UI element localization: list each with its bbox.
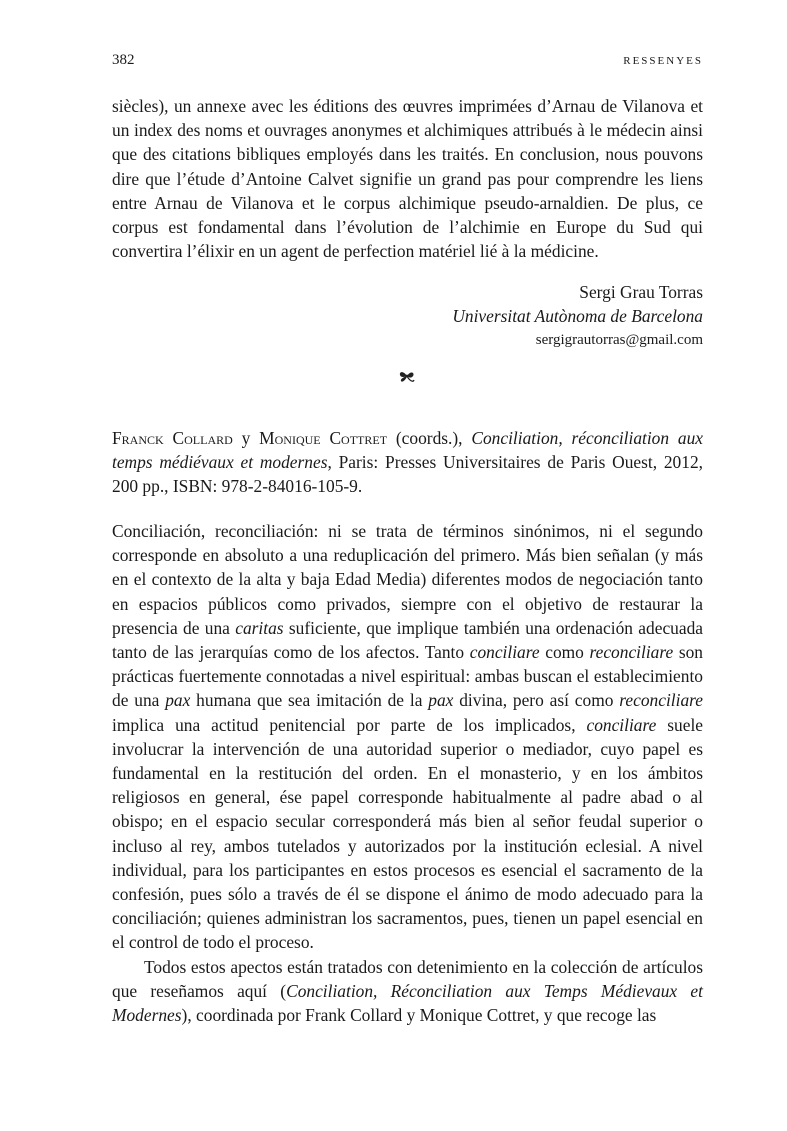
reviewer-affiliation: Universitat Autònoma de Barcelona [452, 306, 703, 326]
running-head [112, 52, 703, 72]
text-run: ), coordinada por Frank Collard y Monique Cottret, y que recoge las [181, 1005, 657, 1026]
text-run: divina, pero así como [453, 690, 620, 711]
italic-term: caritas [235, 617, 284, 638]
reviewer-email: sergigrautorras@gmail.com [535, 332, 703, 348]
page-number: 382 [112, 52, 135, 68]
book-title: Conciliation, réconciliation aux temps médiévaux et modernes [112, 428, 704, 473]
italic-term: reconciliare [589, 642, 674, 663]
text-run: Todos estos apectos están tratados con detenimiento en la colección de artículos que reseñamos aquí ( [112, 956, 703, 1001]
text-run: suficiente, que implique también una ordenación adecuada tanto de las jerarquías como de los afectos. Tanto [112, 617, 703, 663]
text-run: como [539, 642, 590, 663]
editor-name: Franck Collard [112, 428, 233, 448]
text-run: humana que sea imitación de la [190, 690, 429, 711]
text-run: implica una actitud penitencial por parte de los implicados, [112, 714, 587, 735]
previous-review-conclusion [112, 94, 703, 263]
paragraph: siècles), un annexe avec les éditions des œuvres imprimées d’Arnau de Vilanova et un index des noms et ouvrages anonymes et alchimiques attribués à le médecin ainsi que des citations bibliques employés dans les traités. En conclusion, nous pouvons dire que l’étude d’Antoine Calvet signifie un grand pas pour comprendre les liens entre Arnau de Vilanova et le corpus alchimique pseudo-arnaldien. De plus, ce corpus est fondamental dans l’évolution de l’alchimie en Europe du Sud qui convertira l’élixir en un agent de perfection matériel lié à la médicine. [112, 96, 703, 262]
editor-role: (coords.), [387, 428, 472, 448]
editor-name: Monique Cottret [259, 428, 388, 448]
italic-term: pax [428, 690, 454, 711]
reviewer-signature [452, 280, 703, 352]
text-run: son prácticas fuertemente connotadas a nivel espiritual: ambas buscan el establecimiento de una [112, 642, 703, 711]
italic-term: conciliare [469, 642, 540, 663]
publication-details: , Paris: Presses Universitaires de Paris Ouest, 2012, 200 pp., ISBN: 978-2-84016-105-9. [112, 452, 703, 497]
italic-term: conciliare [586, 714, 657, 735]
paragraph [112, 519, 703, 955]
italic-term: pax [165, 690, 191, 711]
fleuron-icon [397, 366, 417, 386]
review-body [112, 519, 703, 1027]
citation-line [112, 426, 703, 499]
citation-connector: y [232, 428, 260, 448]
reviewer-name: Sergi Grau Torras [579, 282, 703, 302]
italic-term: reconciliare [619, 690, 703, 711]
paragraph [112, 955, 703, 1028]
book-citation [112, 426, 703, 499]
text-run: suele involucrar la intervención de una autoridad superior o mediador, cuyo papel es fundamental en la restitución del orden. En el monasterio, y en los ámbitos religiosos en general, ése papel corresponde habitualmente al padre abad o al obispo; en el espacio secular corresponderá más bien al señor feudal superior o incluso al rey, ambos tutelados y autorizados por la institución eclesial. A nivel individual, para los participantes en estos procesos es esencial el sacramento de la confesión, pues sólo a través de él se dispone el ánimo de modo adecuado para la conciliación; quienes administran los sacramentos, pues, tienen un papel esencial en el control de todo el proceso. [112, 714, 703, 953]
italic-title: Conciliation, Réconciliation aux Temps Médievaux et Modernes [112, 980, 703, 1026]
section-title: RESSENYES [623, 55, 703, 67]
text-run: Conciliación, reconciliación: ni se trata de términos sinónimos, ni el segundo corresponde en absoluto a una reduplicación del primero. Más bien señalan (y más en el contexto de la alta y baja Edad Media) diferentes modos de negociación tanto en espacios públicos como privados, siempre con el objetivo de restaurar la presencia de una [112, 521, 703, 638]
